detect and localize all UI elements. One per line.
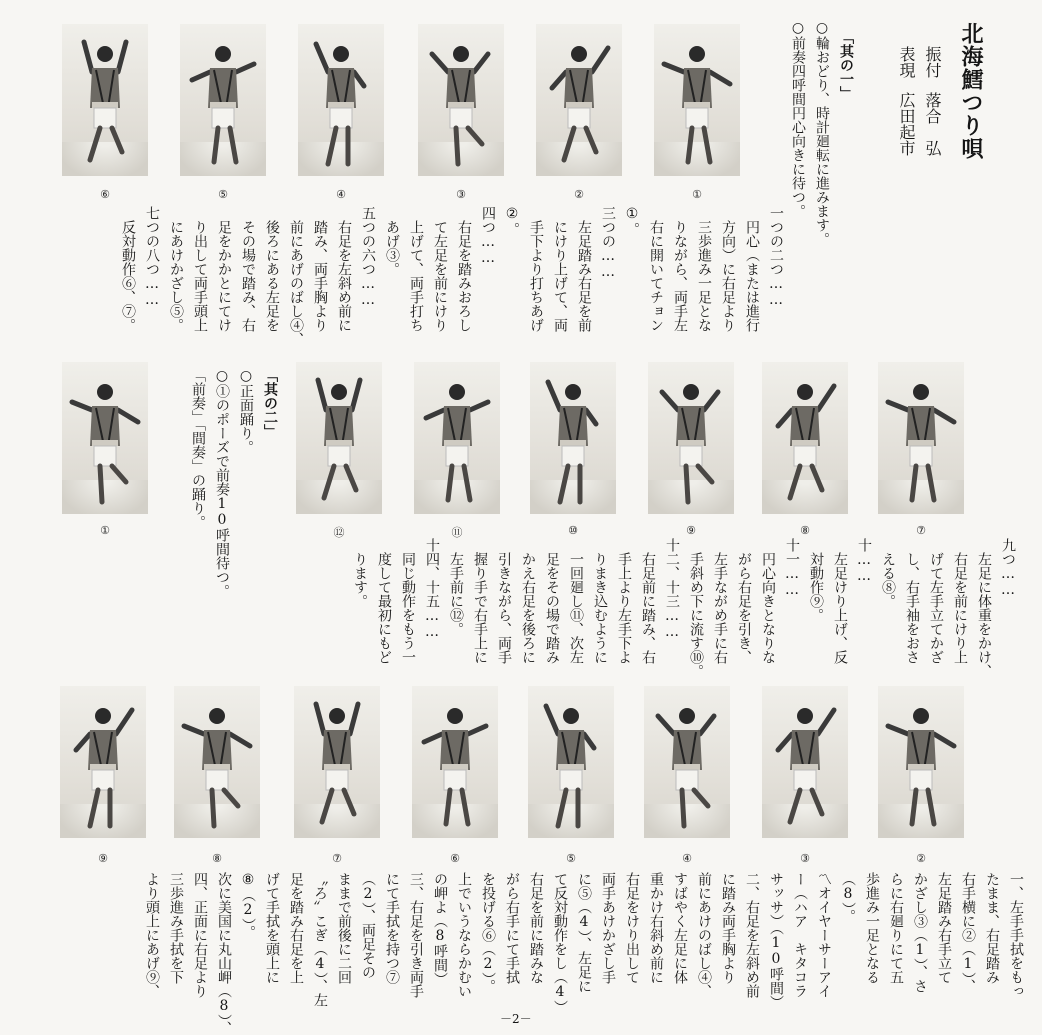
dance-photo (294, 686, 380, 838)
text-column: 次に美国に丸山岬（8）、 (216, 872, 232, 1035)
text-column: 円心向きとなりな (760, 538, 776, 664)
text-column: にて手拭を持つ⑦ (384, 872, 400, 984)
text-column: 両手あけかざし手 (600, 872, 616, 984)
text-column: 一、左手手拭をもっ (1008, 872, 1024, 998)
photo-number-label: ⑥ (450, 852, 460, 865)
credit-name-choreographer: 落合 弘 (923, 92, 942, 156)
text-column: 十二、十三…… (664, 538, 680, 640)
photo-number-label: ⑧ (800, 524, 810, 537)
text-column: 上げて、両手打ち (408, 206, 424, 332)
dance-photo (762, 362, 848, 514)
text-column: 右足を前に踏みな (528, 872, 544, 984)
text-column: 後ろにある左足を (264, 206, 280, 332)
text-column: に⑤（4）、左足に (576, 872, 592, 993)
text-column: 左足に体重をかけ、 (976, 538, 992, 678)
text-column: ②。 (504, 206, 520, 236)
text-column: ー（ハア キタコラ (792, 872, 808, 998)
dance-photo (414, 362, 500, 514)
text-column: 歩進み一足となる (864, 872, 880, 984)
text-column: 十四、十五…… (424, 538, 440, 640)
photo-number-label: ⑫ (333, 526, 345, 539)
text-column: 右に開いてチョン (648, 206, 664, 332)
photo-number-label: ⑧ (212, 852, 222, 865)
text-column: 方向）に右足より (720, 206, 736, 332)
dance-photo (418, 24, 504, 176)
photo-number-label: ② (574, 188, 584, 201)
text-column: （2）、両足その (360, 872, 376, 979)
text-column: 踏み、両手胸より (312, 206, 328, 332)
text-column: 左足けり上げ、反 (832, 538, 848, 664)
text-column: 五つの六つ…… (360, 206, 376, 308)
dance-photo (530, 362, 616, 514)
text-column: 引きながら、両手 (496, 538, 512, 664)
text-column: 四、正面に右足より (192, 872, 208, 998)
text-column: 左足踏み右手立て (936, 872, 952, 984)
text-column: て左足を前にけり (432, 206, 448, 332)
dance-photo (62, 362, 148, 514)
text-column: らに右廻りにて五 (888, 872, 904, 984)
photo-number-label: ⑨ (98, 852, 108, 865)
text-column: ①。 (624, 206, 640, 236)
text-column: し、右手袖をおさ (904, 538, 920, 664)
part2-header-line: ○①のポーズで前奏10呼間待つ。 (214, 368, 230, 598)
section-heading-part1: 「其の一」 (838, 30, 854, 100)
text-column: 右足をけり出して (624, 872, 640, 984)
text-column: 左手前に⑫。 (448, 538, 464, 636)
photo-number-label: ② (916, 852, 926, 865)
text-column: りながら、両手左 (672, 206, 688, 332)
text-column: かえ右足を後ろに (520, 538, 536, 664)
photo-number-label: ⑪ (451, 526, 463, 539)
photo-number-label: ⑦ (332, 852, 342, 865)
text-column: げて手拭を頭上に (264, 872, 280, 984)
text-column: 三、右足を引き両手 (408, 872, 424, 998)
text-column: （8）。 (840, 872, 856, 923)
text-column: 〽オイヤーサーアイ (816, 872, 832, 998)
text-column: 足をその場で踏み (544, 538, 560, 664)
dance-photo (878, 686, 964, 838)
text-column: かざし③（1）、さ (912, 872, 928, 993)
credit-label-expression: 表現 (897, 46, 916, 78)
text-column: り出して両手頭上 (192, 206, 208, 332)
text-column: サッサ）（10呼間） (768, 872, 784, 1009)
text-column: 手斜め下に流す⑩。 (688, 538, 704, 678)
text-column: 左手ながめ手に右 (712, 538, 728, 664)
text-column: 三歩進み手拭を下 (168, 872, 184, 984)
text-column: がら右足を引き、 (736, 538, 752, 664)
dance-photo (412, 686, 498, 838)
dance-photo (174, 686, 260, 838)
text-column: 前にあげのばし④、 (288, 206, 304, 346)
text-column: 九つ…… (1000, 538, 1016, 598)
text-column: あげ③。 (384, 206, 400, 276)
dance-photo (296, 362, 382, 514)
dance-photo (644, 686, 730, 838)
dance-photo (180, 24, 266, 176)
text-column: 反対動作⑥、⑦。 (120, 206, 136, 332)
text-column: ままで前後に二回 (336, 872, 352, 984)
photo-number-label: ③ (456, 188, 466, 201)
dance-photo (654, 24, 740, 176)
text-column: 上でいうならかむい (456, 872, 472, 998)
text-column: 前にあけのばし④、 (696, 872, 712, 998)
text-column: 手上より左手下よ (616, 538, 632, 664)
credit-label-choreography: 振付 (923, 46, 942, 78)
text-column: 同じ動作をもう一 (400, 538, 416, 664)
photo-number-label: ① (692, 188, 702, 201)
text-column: その場で踏み、右 (240, 206, 256, 332)
text-column: を投げる⑥（2）。 (480, 872, 496, 993)
photo-number-label: ⑨ (686, 524, 696, 537)
text-column: 二、右足を左斜め前 (744, 872, 760, 998)
text-column: 右足前に踏み、右 (640, 538, 656, 664)
text-column: 右足を前にけり上 (952, 538, 968, 664)
dance-photo (536, 24, 622, 176)
dance-photo (878, 362, 964, 514)
text-column: りまき込むように (592, 538, 608, 664)
text-column: 一つの二つ…… (768, 206, 784, 308)
text-column: すばやく左足に体 (672, 872, 688, 984)
dance-photo (648, 362, 734, 514)
text-column: 足をかかとにてけ (216, 206, 232, 332)
page-number: －2－ (500, 1012, 532, 1026)
text-column: にけり上げて、両 (552, 206, 568, 332)
text-column: 右足を左斜め前に (336, 206, 352, 332)
text-column: にあけかざし⑤。 (168, 206, 184, 332)
text-column: 一回廻し⑪、次左 (568, 538, 584, 664)
photo-number-label: ⑤ (566, 852, 576, 865)
text-column: ⑧（2）。 (240, 872, 256, 939)
text-column: 三歩進み一足とな (696, 206, 712, 332)
text-column: 対動作⑨。 (808, 538, 824, 622)
intro-line-2: ○前奏四呼間円心向きに待つ。 (790, 20, 806, 218)
photo-number-label: ③ (800, 852, 810, 865)
text-column: より頭上にあげ⑨、 (144, 872, 160, 998)
text-column: 度して最初にもど (376, 538, 392, 664)
photo-number-label: ⑤ (218, 188, 228, 201)
text-column: て反対動作をし（4） (552, 872, 568, 1014)
text-column: の岬よ（8呼間） (432, 872, 448, 986)
section-heading-part2: 「其の二」 (262, 368, 278, 438)
photo-number-label: ④ (336, 188, 346, 201)
dance-photo (762, 686, 848, 838)
photo-number-label: ⑩ (568, 524, 578, 537)
text-column: 十…… (856, 538, 872, 584)
intro-line-1: ○輪おどり、時計廻転に進みます。 (814, 20, 830, 246)
photo-number-label: ① (100, 524, 110, 537)
dance-photo (62, 24, 148, 176)
part2-header-line: 「前奏」「間奏」の踊り。 (190, 368, 206, 529)
page-title: 北海鱈つり唄 (958, 22, 983, 160)
text-column: 左足踏み右足を前 (576, 206, 592, 332)
text-column: 四つ…… (480, 206, 496, 266)
text-column: 〝ろ〟こぎ（4）、左 (312, 872, 328, 1007)
credit-name-performer: 広田起市 (897, 92, 916, 156)
text-column: がら右手にて手拭 (504, 872, 520, 984)
dance-photo (528, 686, 614, 838)
text-column: たまま、右足踏み (984, 872, 1000, 984)
text-column: 三つの…… (600, 206, 616, 280)
text-column: 右足を踏みおろし (456, 206, 472, 332)
part2-header-line: ○正面踊り。 (238, 368, 254, 454)
text-column: える⑧。 (880, 538, 896, 608)
text-column: 手下より打ちあげ (528, 206, 544, 332)
dance-photo (60, 686, 146, 838)
text-column: 足を踏み右足を上 (288, 872, 304, 984)
text-column: 右手横に②（1）、 (960, 872, 976, 993)
text-column: げて左手立てかざ (928, 538, 944, 664)
dance-photo (298, 24, 384, 176)
text-column: 七つの八つ…… (144, 206, 160, 308)
text-column: 握り手で右手上に (472, 538, 488, 664)
text-column: 十一…… (784, 538, 800, 598)
photo-number-label: ④ (682, 852, 692, 865)
photo-number-label: ⑥ (100, 188, 110, 201)
photo-number-label: ⑦ (916, 524, 926, 537)
text-column: ります。 (352, 538, 368, 608)
text-column: 円心（または進行 (744, 206, 760, 332)
text-column: に踏み両手胸より (720, 872, 736, 984)
text-column: 重かけ右斜め前に (648, 872, 664, 984)
